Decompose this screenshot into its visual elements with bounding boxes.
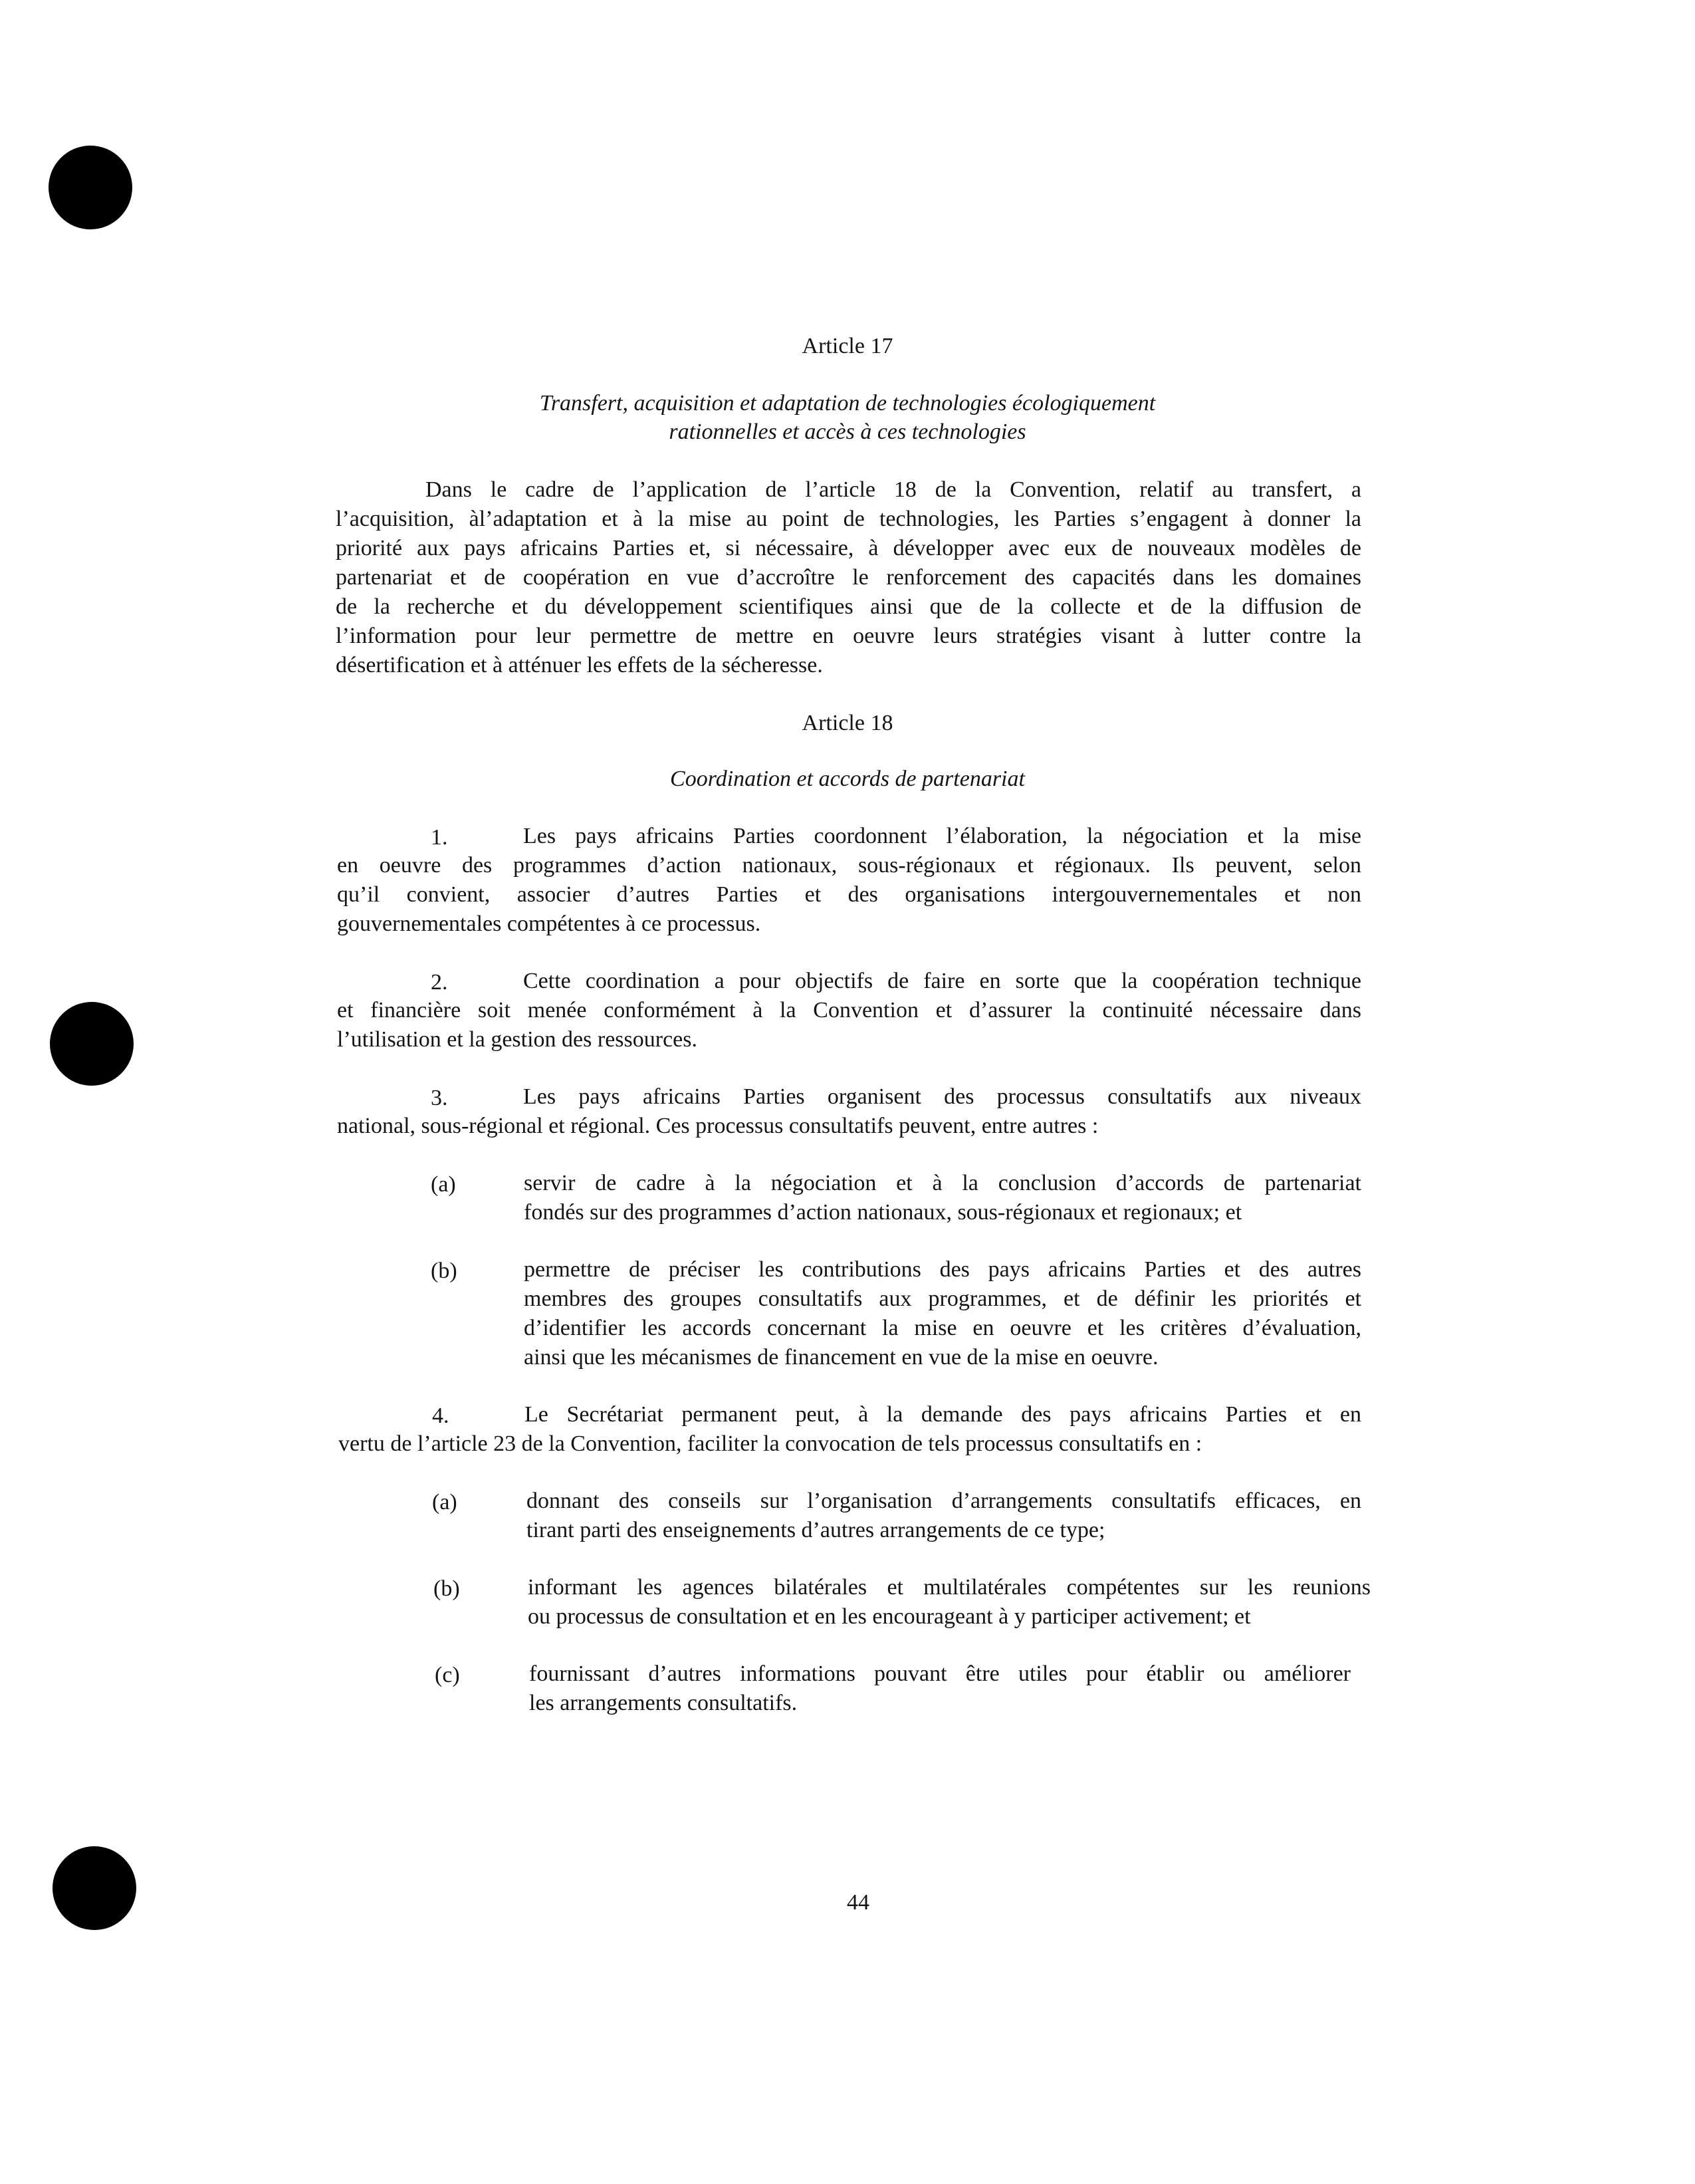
article-17-subtitle-line: rationnelles et accès à ces technologies [669, 420, 1026, 444]
item-line: ainsi que les mécanismes de financement en vue de la mise en oeuvre. [524, 1345, 1159, 1370]
binder-hole-middle [50, 1002, 134, 1086]
paragraph-number: 4. [432, 1403, 449, 1428]
item-line: membres des groupes consultatifs aux programmes, et de définir les priorités et [524, 1286, 1361, 1311]
paragraph-line: en oeuvre des programmes d’action nationaux, sous-régionaux et régionaux. Ils peuvent, selon [337, 853, 1361, 878]
article-17-heading: Article 17 [802, 334, 893, 358]
paragraph-number: 2. [431, 970, 448, 995]
article-17-subtitle-line: Transfert, acquisition et adaptation de technologies écologiquement [539, 391, 1156, 416]
item-line: donnant des conseils sur l’organisation d’arrangements consultatifs efficaces, en [526, 1489, 1361, 1513]
body-line: de la recherche et du développement scientifiques ainsi que de la collecte et de la diffusion de [336, 594, 1361, 619]
item-line: tirant parti des enseignements d’autres arrangements de ce type; [526, 1518, 1105, 1542]
page-number: 44 [847, 1890, 869, 1915]
paragraph-line: qu’il convient, associer d’autres Parties et des organisations intergouvernementales et non [337, 882, 1361, 907]
paragraph-line: national, sous-régional et régional. Ces processus consultatifs peuvent, entre autres : [337, 1114, 1099, 1138]
paragraph-number: 3. [431, 1086, 448, 1110]
paragraph-line: Cette coordination a pour objectifs de faire en sorte que la coopération technique [523, 969, 1361, 993]
item-label: (a) [432, 1490, 457, 1515]
item-line: fondés sur des programmes d’action nationaux, sous-régionaux et regionaux; et [524, 1200, 1242, 1225]
paragraph-line: Les pays africains Parties coordonnent l’élaboration, la négociation et la mise [523, 824, 1361, 848]
item-line: servir de cadre à la négociation et à la conclusion d’accords de partenariat [524, 1171, 1361, 1195]
item-line: d’identifier les accords concernant la mise en oeuvre et les critères d’évaluation, [524, 1316, 1361, 1340]
paragraph-line: gouvernementales compétentes à ce processus. [337, 911, 761, 936]
item-label: (b) [433, 1576, 460, 1601]
item-label: (b) [431, 1259, 457, 1283]
body-line: l’information pour leur permettre de mettre en oeuvre leurs stratégies visant à lutter contre la [336, 624, 1361, 648]
body-line: désertification et à atténuer les effets de la sécheresse. [336, 653, 823, 677]
paragraph-line: Le Secrétariat permanent peut, à la demande des pays africains Parties et en [524, 1402, 1361, 1427]
item-line: les arrangements consultatifs. [529, 1691, 798, 1715]
paragraph-line: l’utilisation et la gestion des ressources. [337, 1027, 697, 1052]
body-line: priorité aux pays africains Parties et, si nécessaire, à développer avec eux de nouveaux modèles de [336, 536, 1361, 560]
item-line: permettre de préciser les contributions des pays africains Parties et des autres [524, 1257, 1361, 1282]
article-18-heading: Article 18 [802, 711, 893, 735]
paragraph-line: Les pays africains Parties organisent des processus consultatifs aux niveaux [523, 1084, 1361, 1109]
article-18-subtitle: Coordination et accords de partenariat [670, 767, 1025, 791]
body-line: Dans le cadre de l’application de l’article 18 de la Convention, relatif au transfert, a [425, 477, 1361, 502]
paragraph-line: vertu de l’article 23 de la Convention, faciliter la convocation de tels processus consultatifs en : [338, 1431, 1202, 1456]
body-line: partenariat et de coopération en vue d’accroître le renforcement des capacités dans les domaines [336, 565, 1361, 590]
paragraph-number: 1. [431, 825, 448, 850]
item-line: fournissant d’autres informations pouvant être utiles pour établir ou améliorer [529, 1661, 1351, 1686]
item-label: (a) [431, 1172, 456, 1197]
item-label: (c) [435, 1663, 460, 1687]
binder-hole-bottom [53, 1846, 136, 1930]
body-line: l’acquisition, àl’adaptation et à la mise au point de technologies, les Parties s’engagent à donner la [336, 507, 1361, 531]
item-line: informant les agences bilatérales et multilatérales compétentes sur les reunions [528, 1575, 1371, 1600]
paragraph-line: et financière soit menée conformément à la Convention et d’assurer la continuité nécessaire dans [337, 998, 1361, 1023]
binder-hole-top [49, 146, 132, 229]
item-line: ou processus de consultation et en les encourageant à y participer activement; et [528, 1604, 1251, 1629]
